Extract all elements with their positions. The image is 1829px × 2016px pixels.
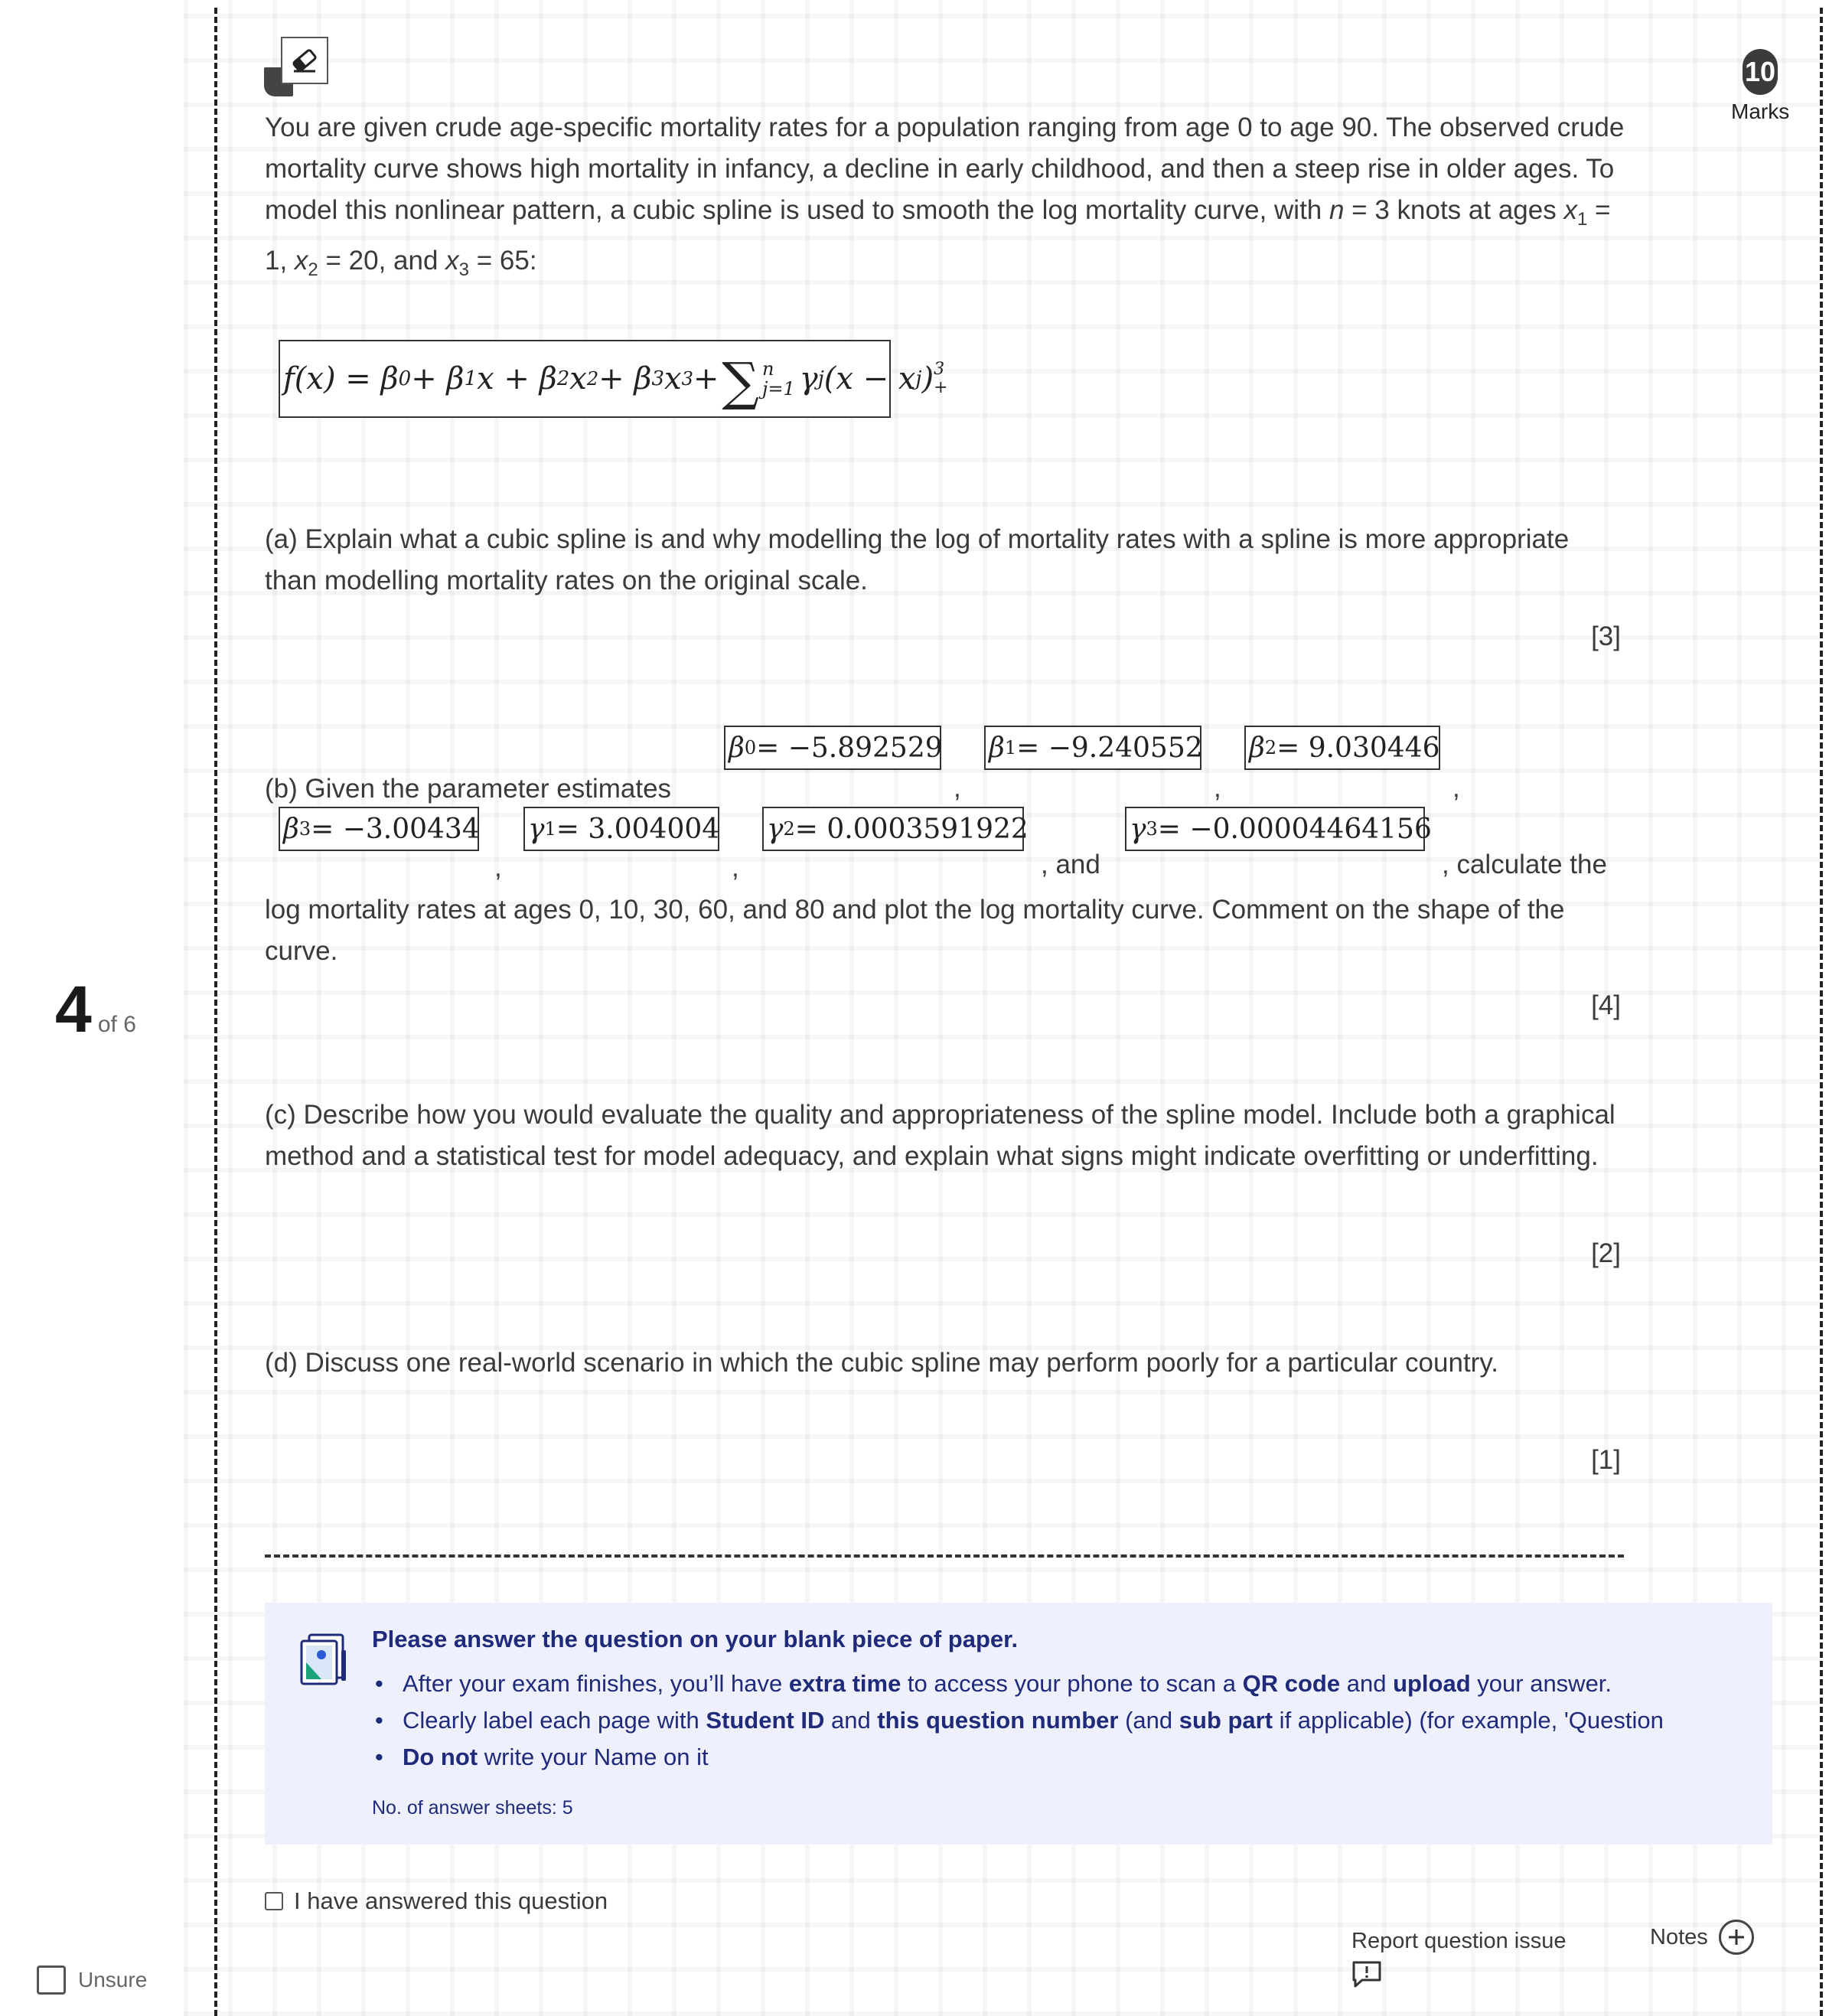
page-total: of 6 <box>97 1012 136 1037</box>
est-sym: γ <box>767 813 784 845</box>
est-sub: 2 <box>783 818 795 840</box>
txt: Clearly label each page with <box>403 1707 706 1734</box>
formula-pow: 3 <box>934 360 945 379</box>
part-d-marks: [1] <box>1591 1445 1621 1475</box>
estimate-beta3 <box>279 807 479 851</box>
formula-sigma: ∑ <box>722 351 759 413</box>
notes-label: Notes <box>1650 1924 1708 1949</box>
comma: , <box>732 853 739 882</box>
formula-b0: 0 <box>398 367 412 390</box>
formula-gamma-sub: j <box>817 367 824 390</box>
intro-n: n <box>1329 195 1345 225</box>
est-val: = −9.240552 <box>1016 732 1203 764</box>
knot-x1: x <box>1563 195 1577 225</box>
txt-bold: Do not <box>403 1744 478 1770</box>
estimate-gamma2 <box>762 807 1029 851</box>
est-sym: β <box>1249 732 1265 764</box>
unsure-label: Unsure <box>78 1968 148 1992</box>
notes-button[interactable] <box>1650 1920 1754 1955</box>
marks-label: Marks <box>1731 99 1790 123</box>
formula-limits <box>762 359 795 399</box>
formula-t5: x <box>664 361 682 396</box>
instruction-item <box>372 1665 1749 1702</box>
est-val: = −0.00004464156 <box>1157 813 1432 845</box>
knot-x1-val: = 1, <box>265 195 1611 276</box>
part-c-text: (c) Describe how you would evaluate the quality and appropriateness of the spline model. Include both a graphical method and a statistical test for model adequacy, and explain what signs might indicate overfitting or underfitting. <box>265 1100 1615 1171</box>
knot-x1-sub: 1 <box>1576 209 1588 230</box>
answered-label: I have answered this question <box>294 1887 608 1914</box>
estimate-beta0 <box>724 726 941 770</box>
part-b-and: , and <box>1041 850 1100 879</box>
report-flag-icon[interactable] <box>1351 1960 1382 1989</box>
est-sub: 0 <box>744 737 757 758</box>
part-b-lead: (b) Given the parameter estimates <box>265 774 672 804</box>
comma: , <box>954 773 961 803</box>
estimate-gamma3 <box>1125 807 1432 851</box>
estimate-gamma1 <box>523 807 719 851</box>
formula-p2: 2 <box>586 368 599 390</box>
instruction-item <box>372 1702 1749 1739</box>
intro-text-1: You are given crude age-specific mortality rates for a population ranging from age 0 to age 90. The observed crude mortality curve shows high mortality in infancy, a decline in early childhood, and then a steep rise in older ages. To model this nonlinear pattern, a cubic spline is used to smooth the log mortality curve, with <box>265 113 1625 225</box>
formula-b3: 3 <box>651 367 665 390</box>
comma: , <box>1452 773 1460 803</box>
plus-icon[interactable] <box>1719 1920 1754 1955</box>
knot-x2-val: = 20, and <box>318 246 446 276</box>
spline-formula <box>279 340 948 418</box>
formula-t3: x <box>569 361 587 396</box>
answered-checkbox[interactable] <box>265 1892 283 1910</box>
formula-xj-sub: j <box>915 367 922 390</box>
answer-instructions <box>265 1603 1772 1845</box>
page-number: 4 <box>55 973 92 1046</box>
est-sym: β <box>989 732 1005 764</box>
txt: write your Name on it <box>478 1744 709 1770</box>
answer-sheets-count: No. of answer sheets: 5 <box>372 1797 573 1819</box>
instructions-list <box>372 1665 1749 1776</box>
est-sub: 1 <box>1004 737 1017 758</box>
report-issue-label: Report question issue <box>1351 1929 1567 1953</box>
comma: , <box>494 853 502 882</box>
section-divider <box>265 1554 1624 1558</box>
formula-power <box>934 360 947 397</box>
est-sym: β <box>283 813 299 845</box>
est-val: = −3.00434 <box>311 813 480 845</box>
est-sub: 3 <box>1146 818 1158 840</box>
comma: , <box>1214 773 1221 803</box>
estimate-beta1 <box>984 726 1201 770</box>
marks-indicator <box>1731 49 1789 124</box>
formula-b2: 2 <box>556 367 570 390</box>
txt: and <box>1340 1670 1394 1697</box>
right-dashed-border <box>1820 8 1823 2016</box>
txt: if applicable) (for example, 'Question <box>1273 1707 1664 1734</box>
marks-value: 10 <box>1743 49 1778 95</box>
paper-upload-icon <box>298 1633 349 1691</box>
txt-bold: extra time <box>788 1670 901 1697</box>
est-sub: 1 <box>544 818 556 840</box>
part-c-marks: [2] <box>1591 1238 1621 1268</box>
answered-toggle[interactable] <box>265 1887 608 1915</box>
knot-x3-sub: 3 <box>458 259 470 280</box>
formula-gamma: γ <box>799 361 818 396</box>
unsure-checkbox[interactable] <box>37 1965 66 1995</box>
eraser-tool[interactable] <box>264 35 333 100</box>
formula-t6: + <box>693 361 719 396</box>
est-sym: γ <box>528 813 545 845</box>
knot-x2: x <box>294 246 308 276</box>
est-val: = 3.004004 <box>556 813 720 845</box>
question-intro <box>265 107 1627 291</box>
txt: to access your phone to scan a <box>901 1670 1243 1697</box>
txt: your answer. <box>1470 1670 1612 1697</box>
est-val: = 9.030446 <box>1276 732 1440 764</box>
txt-bold: Student ID <box>706 1707 825 1734</box>
unsure-toggle[interactable] <box>37 1965 147 1995</box>
formula-lhs: f(x) = β <box>283 361 399 396</box>
formula-plus: + <box>934 378 948 397</box>
est-sym: γ <box>1130 813 1146 845</box>
txt: and <box>824 1707 878 1734</box>
part-b-tail-first: , calculate the <box>1442 850 1607 879</box>
estimate-beta2 <box>1244 726 1440 770</box>
intro-text-2: = 3 knots at ages <box>1344 195 1564 225</box>
est-val: = 0.0003591922 <box>794 813 1029 845</box>
part-a-marks: [3] <box>1591 621 1621 651</box>
formula-t1: + β <box>411 361 465 396</box>
est-sub: 3 <box>298 818 311 840</box>
knot-x2-sub: 2 <box>308 259 318 280</box>
formula-b1: 1 <box>464 367 478 390</box>
formula-lower: j=1 <box>761 378 795 400</box>
txt-bold: this question number <box>877 1707 1119 1734</box>
part-d-text: (d) Discuss one real-world scenario in which the cubic spline may perform poorly for a particular country. <box>265 1348 1498 1378</box>
txt: (and <box>1118 1707 1179 1734</box>
txt-bold: QR code <box>1242 1670 1341 1697</box>
txt: After your exam finishes, you’ll have <box>403 1670 789 1697</box>
knot-x3-val: = 65: <box>469 246 537 276</box>
instruction-item <box>372 1739 1749 1776</box>
part-b-marks: [4] <box>1591 990 1621 1020</box>
est-val: = −5.892529 <box>756 732 943 764</box>
page-indicator <box>55 972 136 1048</box>
formula-body: (x − x <box>823 361 916 396</box>
instructions-title: Please answer the question on your blank piece of paper. <box>372 1626 1019 1652</box>
left-dashed-border <box>214 8 217 2016</box>
part-a-text: (a) Explain what a cubic spline is and why modelling the log of mortality rates with a spline is more appropriate than modelling mortality rates on the original scale. <box>265 524 1570 595</box>
est-sym: β <box>729 732 745 764</box>
eraser-icon[interactable] <box>281 37 328 84</box>
txt-bold: upload <box>1393 1670 1471 1697</box>
formula-t2: x + β <box>477 361 557 396</box>
knot-x3: x <box>445 246 459 276</box>
formula-upper: n <box>761 358 774 380</box>
report-issue-button[interactable] <box>1351 1929 1567 1989</box>
est-sub: 2 <box>1264 737 1277 758</box>
formula-close: ) <box>921 361 934 396</box>
txt-bold: sub part <box>1179 1707 1273 1734</box>
formula-p3: 3 <box>681 368 693 390</box>
part-b-text: log mortality rates at ages 0, 10, 30, 60, and 80 and plot the log mortality curve. Comment on the shape of the curve. <box>265 895 1565 966</box>
formula-t4: + β <box>598 361 652 396</box>
